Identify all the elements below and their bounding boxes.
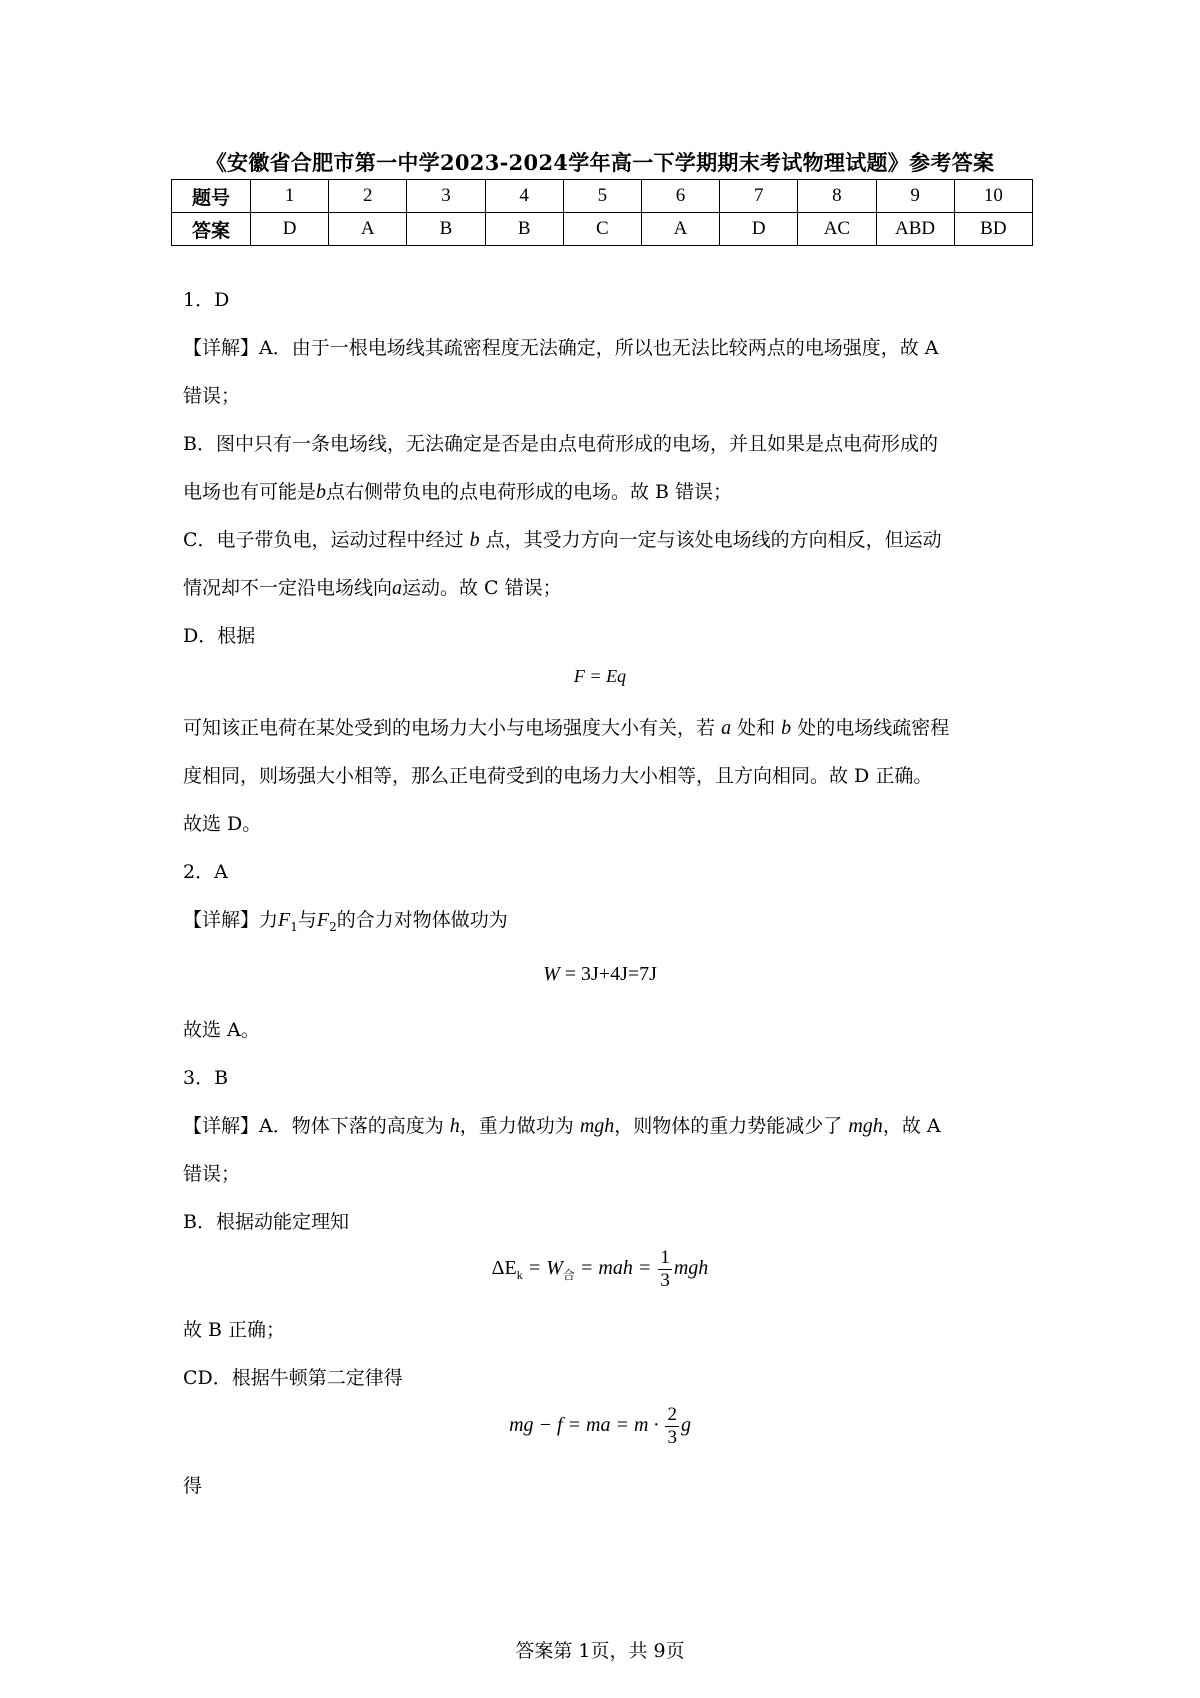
q3-equation-newton: mg − f = ma = m · $\frac{2}{3}$ g — [509, 1404, 691, 1448]
table-cell: 3 — [407, 180, 485, 213]
q2-equation: W = 3J+4J=7J — [543, 963, 657, 985]
q1-text-line: 情况却不一定沿电场线向a运动。故 C 错误； — [183, 577, 562, 599]
q3-text-line: 【详解】A．物体下落的高度为 h，重力做功为 mgh，则物体的重力势能减少了 mgh，故 A — [183, 1115, 941, 1137]
table-cell: A — [641, 213, 719, 246]
q3-text-line: B．根据动能定理知 — [183, 1211, 349, 1233]
table-cell: B — [485, 213, 563, 246]
q3-text-line: 故 B 正确； — [183, 1319, 286, 1341]
q2-text-line: 故选 A。 — [183, 1019, 260, 1041]
q1-text-line: D．根据 — [183, 625, 256, 647]
q2-text-line: 【详解】力$F_1$与$F_2$的合力对物体做功为 — [183, 909, 508, 934]
q1-text-line: B．图中只有一条电场线，无法确定是否是由点电荷形成的电场，并且如果是点电荷形成的 — [183, 433, 938, 455]
table-cell: ABD — [876, 213, 954, 246]
document-title: 《安徽省合肥市第一中学2023-2024学年高一下学期期末考试物理试题》参考答案 — [205, 150, 995, 175]
table-row — [172, 213, 1033, 246]
table-cell: 5 — [563, 180, 641, 213]
q1-heading: 1．D — [183, 289, 230, 311]
table-cell: A — [329, 213, 407, 246]
q3-equation-kinetic-energy: $\Delta E_k = W_合$ = mah = $\frac{1}{3}$ mgh — [491, 1247, 709, 1291]
answer-table — [171, 179, 1033, 246]
table-cell: 4 — [485, 180, 563, 213]
q1-text-line: 错误； — [183, 385, 241, 407]
fraction: $\frac{2}{3}$ — [667, 1404, 677, 1448]
table-cell: BD — [954, 213, 1032, 246]
row-label-question-number: 题号 — [172, 180, 251, 213]
q1-text-line: C．电子带负电，运动过程中经过 b 点，其受力方向一定与该处电场线的方向相反，但运动 — [183, 529, 942, 551]
q3-heading: 3．B — [183, 1067, 229, 1089]
table-cell: 7 — [720, 180, 798, 213]
table-cell: D — [720, 213, 798, 246]
q3-text-line: CD．根据牛顿第二定律得 — [183, 1367, 403, 1389]
table-cell: B — [407, 213, 485, 246]
table-cell: 10 — [954, 180, 1032, 213]
fraction: $\frac{1}{3}$ — [660, 1247, 670, 1291]
q3-text-line: 错误； — [183, 1163, 241, 1185]
page-footer: 答案第 1页，共 9页 — [515, 1640, 685, 1662]
q1-equation: F = Eq — [573, 666, 627, 686]
table-cell: D — [251, 213, 329, 246]
table-cell: AC — [798, 213, 876, 246]
table-cell: 2 — [329, 180, 407, 213]
q1-text-line: 可知该正电荷在某处受到的电场力大小与电场强度大小有关，若 a 处和 b 处的电场线疏密程 — [183, 717, 950, 739]
q1-text-line: 电场也有可能是b点右侧带负电的点电荷形成的电场。故 B 错误； — [183, 481, 733, 503]
q1-text-line: 【详解】A．由于一根电场线其疏密程度无法确定，所以也无法比较两点的电场强度，故 A — [183, 337, 939, 359]
table-cell: 6 — [641, 180, 719, 213]
q1-text-line: 度相同，则场强大小相等，那么正电荷受到的电场力大小相等，且方向相同。故 D 正确。 — [183, 765, 933, 787]
table-cell: 1 — [251, 180, 329, 213]
table-cell: 9 — [876, 180, 954, 213]
q1-text-line: 故选 D。 — [183, 813, 262, 835]
q2-heading: 2．A — [183, 861, 228, 883]
q3-text-line: 得 — [183, 1475, 203, 1497]
row-label-answer: 答案 — [172, 213, 251, 246]
table-cell: 8 — [798, 180, 876, 213]
table-cell: C — [563, 213, 641, 246]
table-row — [172, 180, 1033, 213]
